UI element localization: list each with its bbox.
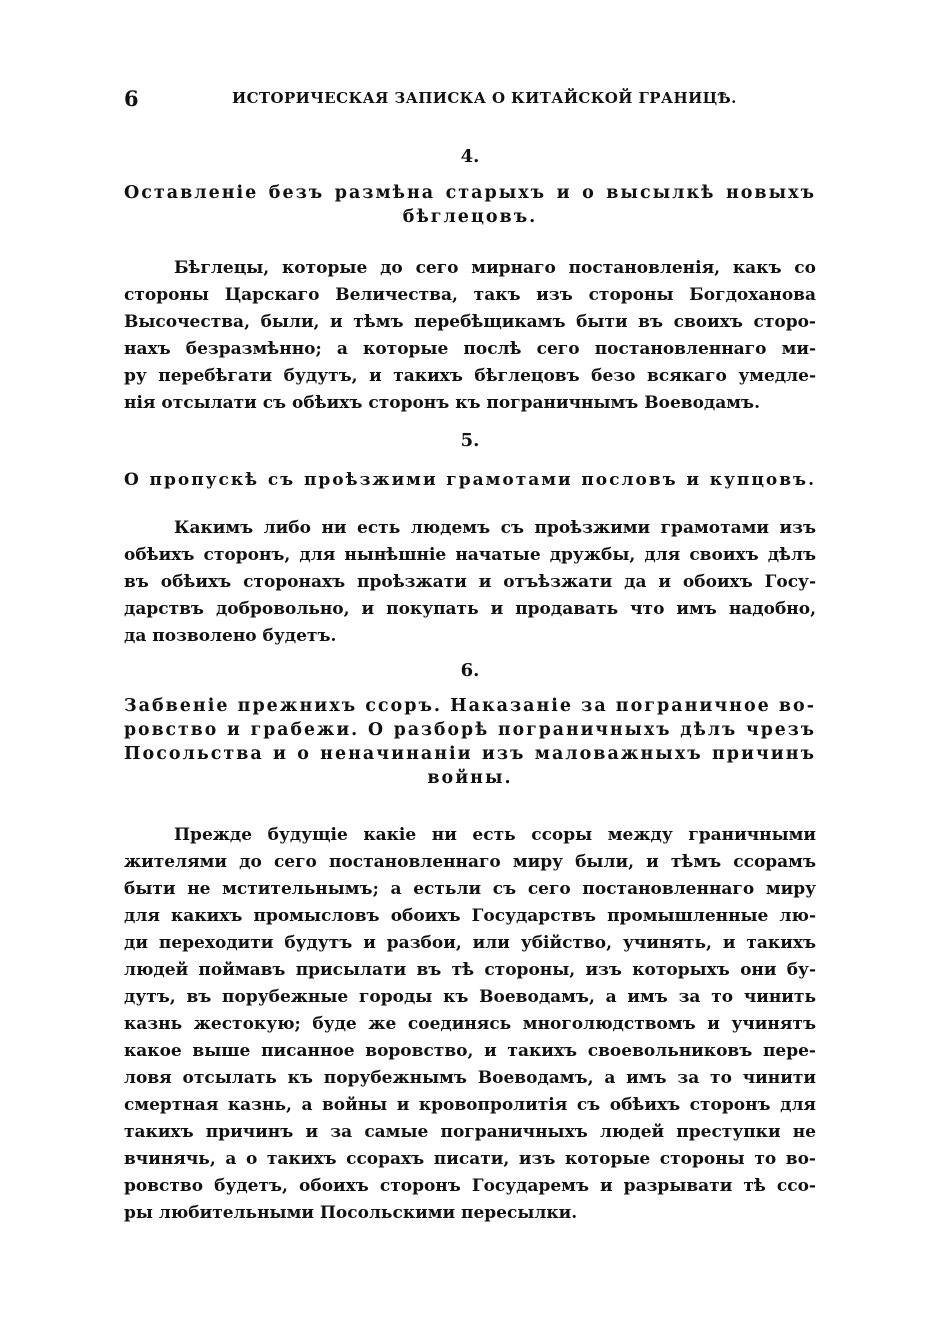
text-line: нія отсылати съ обѣихъ сторонъ къ пограничнымъ Воеводамъ. — [124, 393, 760, 413]
paragraph-section-5 — [124, 515, 816, 650]
running-title: ИСТОРИЧЕСКАЯ ЗАПИСКА О КИТАЙСКОЙ ГРАНИЦѢ. — [232, 89, 737, 107]
text-line: ру перебѣгати будутъ, и такихъ бѣглецовъ безо всякаго умедле- — [124, 366, 816, 386]
text-line: въ обѣихъ сторонахъ проѣзжати и отъѣзжати да и обоихъ Госу- — [124, 572, 816, 592]
text-line: людей поймавъ присылати въ тѣ стороны, изъ которыхъ они бу- — [124, 960, 816, 980]
text-line: обѣихъ сторонъ, для нынѣшніе начатые дружбы, для своихъ дѣлъ — [124, 545, 816, 565]
text-line: стороны Царскаго Величества, такъ изъ стороны Богдоханова — [124, 285, 816, 305]
text-line: ловя отсылать къ порубежнымъ Воеводамъ, а имъ за то чинити — [124, 1068, 816, 1088]
section-heading-5 — [124, 468, 816, 492]
heading-line: О пропускѣ съ проѣзжими грамотами пословъ и купцовъ. — [124, 470, 816, 490]
text-line: нахъ безразмѣнно; а которые послѣ сего постановленнаго ми- — [124, 339, 816, 359]
heading-line: ровство и грабежи. О разборѣ пограничныхъ дѣлъ чрезъ — [124, 720, 816, 740]
heading-line: Забвеніе прежнихъ ссоръ. Наказаніе за пограничное во- — [124, 696, 816, 716]
text-line: смертная казнь, а войны и кровопролитія съ обѣихъ сторонъ для — [124, 1095, 816, 1115]
text-line: быти не мстительнымъ; а естьли съ сего постановленнаго миру — [124, 879, 816, 899]
text-line: Высочества, были, и тѣмъ перебѣщикамъ быти въ своихъ сторо- — [124, 312, 816, 332]
text-line: Бѣглецы, которые до сего мирнаго постановленія, какъ со — [174, 258, 816, 278]
text-line: ди переходити будутъ и разбои, или убійство, учинять, и такихъ — [124, 933, 816, 953]
text-line: дутъ, въ порубежные городы къ Воеводамъ, а имъ за то чинить — [124, 987, 816, 1007]
paragraph-section-4 — [124, 255, 816, 417]
running-header — [120, 86, 820, 112]
text-line: для какихъ промысловъ обоихъ Государствъ промышленные лю- — [124, 906, 816, 926]
heading-line: Посольства и о неначинаніи изъ маловажныхъ причинъ — [124, 744, 816, 764]
section-number-5: 5. — [460, 430, 480, 451]
heading-line: войны. — [427, 768, 513, 788]
text-line: да позволено будетъ. — [124, 626, 337, 646]
text-line: такихъ причинъ и за самые пограничныхъ людей преступки не — [124, 1122, 816, 1142]
section-number-4: 4. — [460, 146, 480, 167]
section-number-6: 6. — [460, 660, 480, 681]
text-line: ры любительными Посольскими пересылки. — [124, 1203, 578, 1223]
section-heading-4 — [124, 181, 816, 229]
text-line: дарствъ добровольно, и покупать и продавать что имъ надобно, — [124, 599, 816, 619]
text-line: какое выше писанное воровство, и такихъ своевольниковъ пере- — [124, 1041, 816, 1061]
heading-line: Оставленіе безъ размѣна старыхъ и о высылкѣ новыхъ — [124, 183, 816, 203]
section-heading-6 — [124, 694, 816, 790]
text-line: Прежде будущіе какіе ни есть ссоры между граничными — [174, 825, 816, 845]
text-line: ровство будетъ, обоихъ сторонъ Государемъ и разрывати тѣ ссо- — [124, 1176, 816, 1196]
text-line: Какимъ либо ни есть людемъ съ проѣзжими грамотами изъ — [174, 518, 816, 538]
text-line: жителями до сего постановленнаго миру были, и тѣмъ ссорамъ — [124, 852, 816, 872]
paragraph-section-6 — [124, 822, 816, 1227]
text-line: вчинячь, а о такихъ ссорахъ писати, изъ которые стороны то во- — [124, 1149, 816, 1169]
heading-line: бѣглецовъ. — [402, 207, 538, 227]
text-line: казнь жестокую; буде же соединясь многолюдствомъ и учинятъ — [124, 1014, 816, 1034]
page-number: 6 — [124, 86, 139, 111]
